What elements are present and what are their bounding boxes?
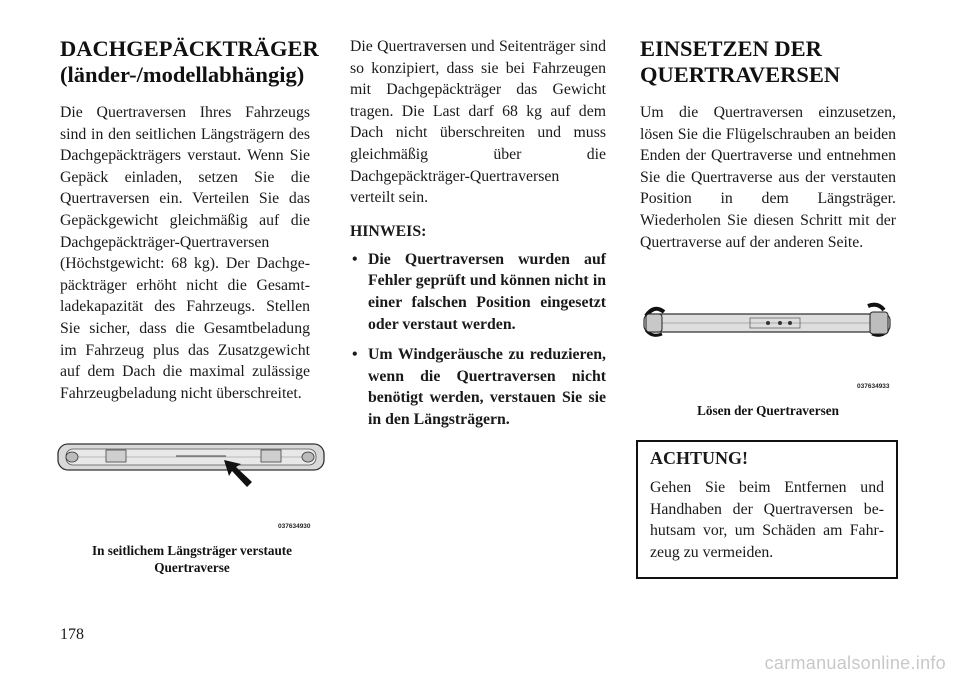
note-list (350, 249, 606, 431)
title-line-2: QUERTRAVERSEN (640, 62, 841, 87)
figure-stowed-crossbar (56, 436, 328, 536)
column-middle (350, 36, 606, 440)
figure-caption: Lösen der Quertraversen (697, 403, 839, 418)
section-title-roof-rack (60, 36, 319, 88)
page-number: 178 (60, 626, 84, 643)
load-paragraph: Die Quertraversen und Seitenträger sind so konzipiert, dass sie bei Fahrzeugen mit Dachgepäckträger das Gewicht tragen. Die Last darf 68 kg auf dem Dach nicht überschreiten und muss gleichmäßig über die Dachgepäckträger-Quertraversen verteilt sein. (350, 38, 606, 207)
title-line-1: EINSETZEN DER (640, 36, 822, 61)
watermark: carmanualsonline.info (764, 653, 946, 673)
caption-line-1: In seitlichem Längsträger verstaute (91, 543, 293, 558)
note-item: • Um Windgeräusche zu reduzieren, wenn die Quertraversen nicht benötigt werden, verstauen Sie sie in den Längsträgern. (352, 346, 606, 428)
figure-caption (56, 542, 328, 576)
stowed-crossbar-illustration (56, 436, 328, 532)
note-item: • Die Quertraversen wurden auf Fehler geprüft und können nicht in einer falschen Position eingesetzt oder verstaut werden. (352, 250, 606, 333)
install-paragraph: Um die Quertraversen einzusetzen, lösen Sie die Flügelschrauben an beiden Enden der Quertraverse und entnehmen Sie die Quertraverse aus der verstauten Position in dem Längsträger. Wiederholen Sie diesen Schritt mit der Quertraverse auf der anderen Seite. (640, 104, 896, 251)
figure-code: 037634933 (857, 383, 890, 390)
figure-code: 037634930 (278, 523, 311, 530)
rotate-arrow-icon (868, 305, 884, 310)
loosen-crossbar-illustration (640, 296, 896, 386)
figure-loosen-crossbar (640, 296, 896, 396)
roof-rack-paragraph: Die Quertraversen Ihres Fahrzeugs sind in den seitlichen Längsträgern des Dachgepäckträgers verstaut. Wenn Sie Gepäck einladen, setzen Sie die Quertraversen ein. Verteilen Sie das Gepäckgewicht gleichmäßig auf die Dachgepäckträger-Quertraversen (Höchstgewicht: 68 kg). Der Dachgepäckträger erhöht nicht die Gesamtladekapazität des Fahrzeugs. Stellen Sie sicher, dass die Gesamtbeladung im Fahrzeug plus das Zusatzgewicht auf dem Dach die maximal zulässige Fahrzeugbeladung nicht überschreitet. (60, 104, 310, 402)
column-left (60, 36, 319, 404)
column-right (640, 36, 896, 253)
section-title-install (640, 36, 896, 88)
note-title: HINWEIS: (350, 222, 427, 240)
title-line-1: DACHGEPÄCKTRÄGER (60, 36, 319, 61)
warning-text: Gehen Sie beim Entfernen und Handhaben der Quertraversen behutsam vor, um Schäden am Fahrzeug zu vermeiden. (650, 479, 884, 561)
caption-line-2: Quertraverse (154, 560, 230, 575)
warning-box (636, 440, 898, 579)
bullet: • (352, 346, 358, 364)
title-line-2: (länder-/modellabhängig) (60, 62, 305, 87)
bullet: • (352, 250, 358, 268)
warning-title: ACHTUNG! (650, 448, 748, 468)
